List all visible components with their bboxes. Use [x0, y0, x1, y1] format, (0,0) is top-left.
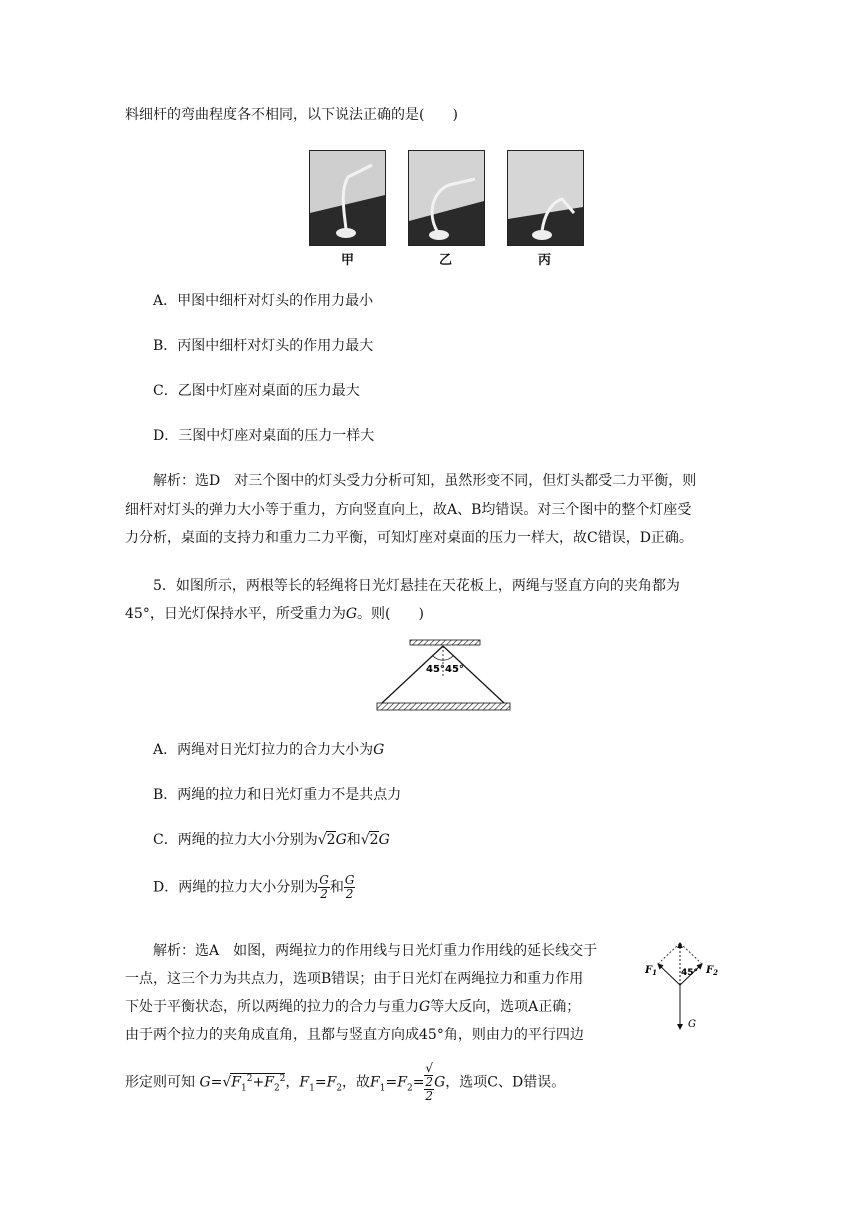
caption-bing: 丙: [538, 253, 552, 268]
q5-analysis-line3: 下处于平衡状态，所以两绳的拉力的合力与重力G等大反向，选项A正确；: [125, 999, 581, 1015]
q4-option-c: C．乙图中灯座对桌面的压力最大: [153, 383, 360, 399]
q5-stem-line2: 45°，日光灯保持水平，所受重力为G。则( ): [125, 606, 424, 622]
q4-option-a: A．甲图中细杆对灯头的作用力最小: [153, 293, 374, 309]
q4-option-d: D．三图中灯座对桌面的压力一样大: [153, 428, 375, 444]
svg-text:G: G: [688, 1019, 696, 1030]
q4-option-b: B．丙图中细杆对灯头的作用力最大: [153, 338, 374, 354]
q4-analysis-line2: 细杆对灯头的弹力大小等于重力，方向竖直向上，故A、B均错误。对三个图中的整个灯座受: [125, 502, 692, 518]
q5-option-b: B．两绳的拉力和日光灯重力不是共点力: [153, 787, 402, 803]
q5-analysis-line1: 解析：选A 如图，两绳拉力的作用线与日光灯重力作用线的延长线交于: [153, 943, 598, 959]
q5-analysis-line4: 由于两个拉力的夹角成直角，且都与竖直方向成45°角，则由力的平行四边: [125, 1027, 584, 1043]
q5-option-a: A．两绳对日光灯拉力的合力大小为G: [153, 742, 385, 758]
force-diagram: [640, 935, 720, 1035]
lamp-photo-jia: [309, 150, 386, 246]
lamp-photo-bing: [507, 150, 584, 246]
q5-option-d: D．两绳的拉力大小分别为 $\frac{G}{2}$ 和 $\frac{G}{2}$: [153, 873, 355, 901]
angle-label-right: 45°: [445, 664, 464, 675]
svg-text:45°: 45°: [681, 968, 699, 978]
svg-text:F1: $F_1$: [645, 965, 657, 977]
q4-stem-tail: 料细杆的弯曲程度各不相同，以下说法正确的是( ): [125, 107, 458, 123]
angle-label-left: 45°: [426, 664, 445, 675]
q5-analysis-line5: 形定则可知 $G=√F_1^2+F_2^2$，$F_1=F_2$，故$F_1=F_2=$ √ 2 2 G，选项C、D错误。: [125, 1061, 566, 1103]
caption-yi: 乙: [439, 253, 453, 268]
q5-option-c: C．两绳的拉力大小分别为√2G和√2G: [153, 832, 390, 848]
q5-analysis-line2: 一点，这三个力为共点力，选项B错误；由于日光灯在两绳拉力和重力作用: [125, 971, 584, 987]
lamp-photo-yi: [408, 150, 485, 246]
svg-text:F2: $F_2$: [706, 965, 718, 977]
q4-analysis-line1: 解析：选D 对三个图中的灯头受力分析可知，虽然形变不同，但灯头都受二力平衡，则: [153, 473, 697, 489]
caption-jia: 甲: [341, 253, 355, 268]
hanging-lamp-diagram: [370, 636, 515, 716]
q4-analysis-line3: 力分析，桌面的支持力和重力二力平衡，可知灯座对桌面的压力一样大，故C错误，D正确。: [125, 530, 693, 546]
q5-stem-line1: 5．如图所示，两根等长的轻绳将日光灯悬挂在天花板上，两绳与竖直方向的夹角都为: [153, 578, 680, 594]
